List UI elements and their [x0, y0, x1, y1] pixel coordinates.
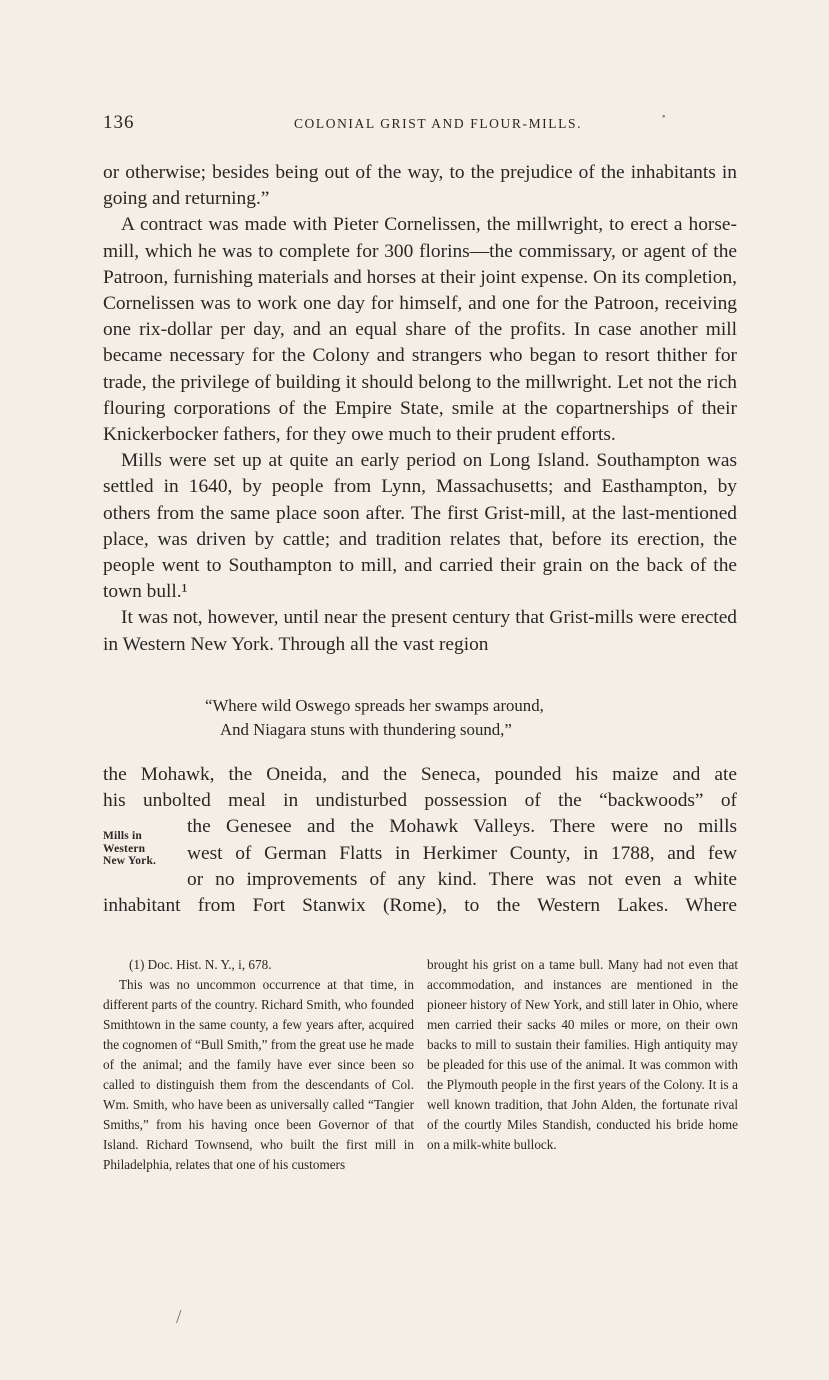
ink-mark: / [176, 1306, 182, 1328]
footnote-citation: (1) Doc. Hist. N. Y., i, 678. [129, 957, 272, 972]
text-line: the Genesee and the Mohawk Valleys. There were no mills [187, 816, 737, 838]
page-header [103, 112, 737, 142]
text-line: inhabitant from Fort Stanwix (Rome), to the Western Lakes. Where [103, 895, 737, 917]
margin-note-line: Western [103, 842, 146, 855]
text-line: or no improvements of any kind. There was not even a white [187, 868, 737, 890]
text-line: his unbolted meal in undisturbed possession of the “backwoods” of [103, 790, 737, 812]
main-text-continued [103, 762, 737, 919]
text-line: west of German Flatts in Herkimer County, in 1788, and few [187, 842, 737, 864]
page-number: 136 [103, 112, 135, 133]
quote-line: And Niagara stuns with thundering sound,” [220, 719, 512, 739]
text-line: the Mohawk, the Oneida, and the Seneca, pounded his maize and ate [103, 764, 737, 785]
paragraph: It was not, however, until near the present century that Grist-mills were erected in Western New York. Through all the vast region [103, 607, 737, 655]
paragraph: or otherwise; besides being out of the way, to the prejudice of the inhabitants in going and returning.” [103, 162, 737, 210]
ink-speck: • [662, 112, 666, 123]
running-title: COLONIAL GRIST AND FLOUR-MILLS. [293, 116, 583, 131]
margin-note [103, 830, 183, 868]
footnote-text: This was no uncommon occurrence at that time, in different parts of the country. Richard Smith, who founded Smithtown in the same county, a few years after, acquired the cognomen of “Bull Smith,” from the great use he made of the animal; and the family have ever since been so called to distinguish them from the descendants of Col. Wm. Smith, who have been as universally called “Tangier Smiths,” from his having once been Governor of that Island. Richard Townsend, who built the first mill in Philadelphia, relates that one of his customers [103, 977, 414, 1172]
paragraph: Mills were set up at quite an early period on Long Island. Southampton was settled in 1640, by people from Lynn, Massachusetts; and Easthampton, by others from the same place soon after. The first Grist-mill, at the last-mentioned place, was driven by cattle; and tradition relates that, before its erection, the people went to Southampton to mill, and carried their grain on the back of the town bull.¹ [103, 450, 737, 603]
margin-note-line: Mills in [103, 830, 142, 842]
footnote-column-left [103, 955, 414, 1175]
footnote-text: brought his grist on a tame bull. Many had not even that accommodation, and instances are mentioned in the pioneer history of New York, and still later in Ohio, where men carried their sacks 40 miles or more, on their own backs to mill to sustain their families. High antiquity may be pleaded for this use of the animal. It was common with the Plymouth people in the first years of the Colony. It is a well known tradition, that John Alden, the fortunate rival of the courtly Miles Standish, conducted his bride home on a milk-white bullock. [427, 957, 738, 1152]
verse-quotation [103, 694, 737, 741]
paragraph: A contract was made with Pieter Cornelissen, the millwright, to erect a horse-mill, which he was to complete for 300 florins—the commissary, or agent of the Patroon, furnishing materials and horses at their joint expense. On its completion, Cornelissen was to work one day for himself, and one for the Patroon, receiving one rix-dollar per day, and an equal share of the profits. In case another mill became necessary for the Colony and strangers who began to resort thither for trade, the privilege of building it should belong to the millwright. Let not the rich flouring corporations of the Empire State, smile at the copartnerships of their Knickerbocker fathers, for they owe much to their prudent efforts. [103, 214, 737, 446]
quote-line: “Where wild Oswego spreads her swamps around, [205, 696, 544, 715]
margin-note-line: New York. [103, 855, 157, 867]
footnote-column-right [427, 955, 738, 1155]
main-text [103, 160, 737, 658]
